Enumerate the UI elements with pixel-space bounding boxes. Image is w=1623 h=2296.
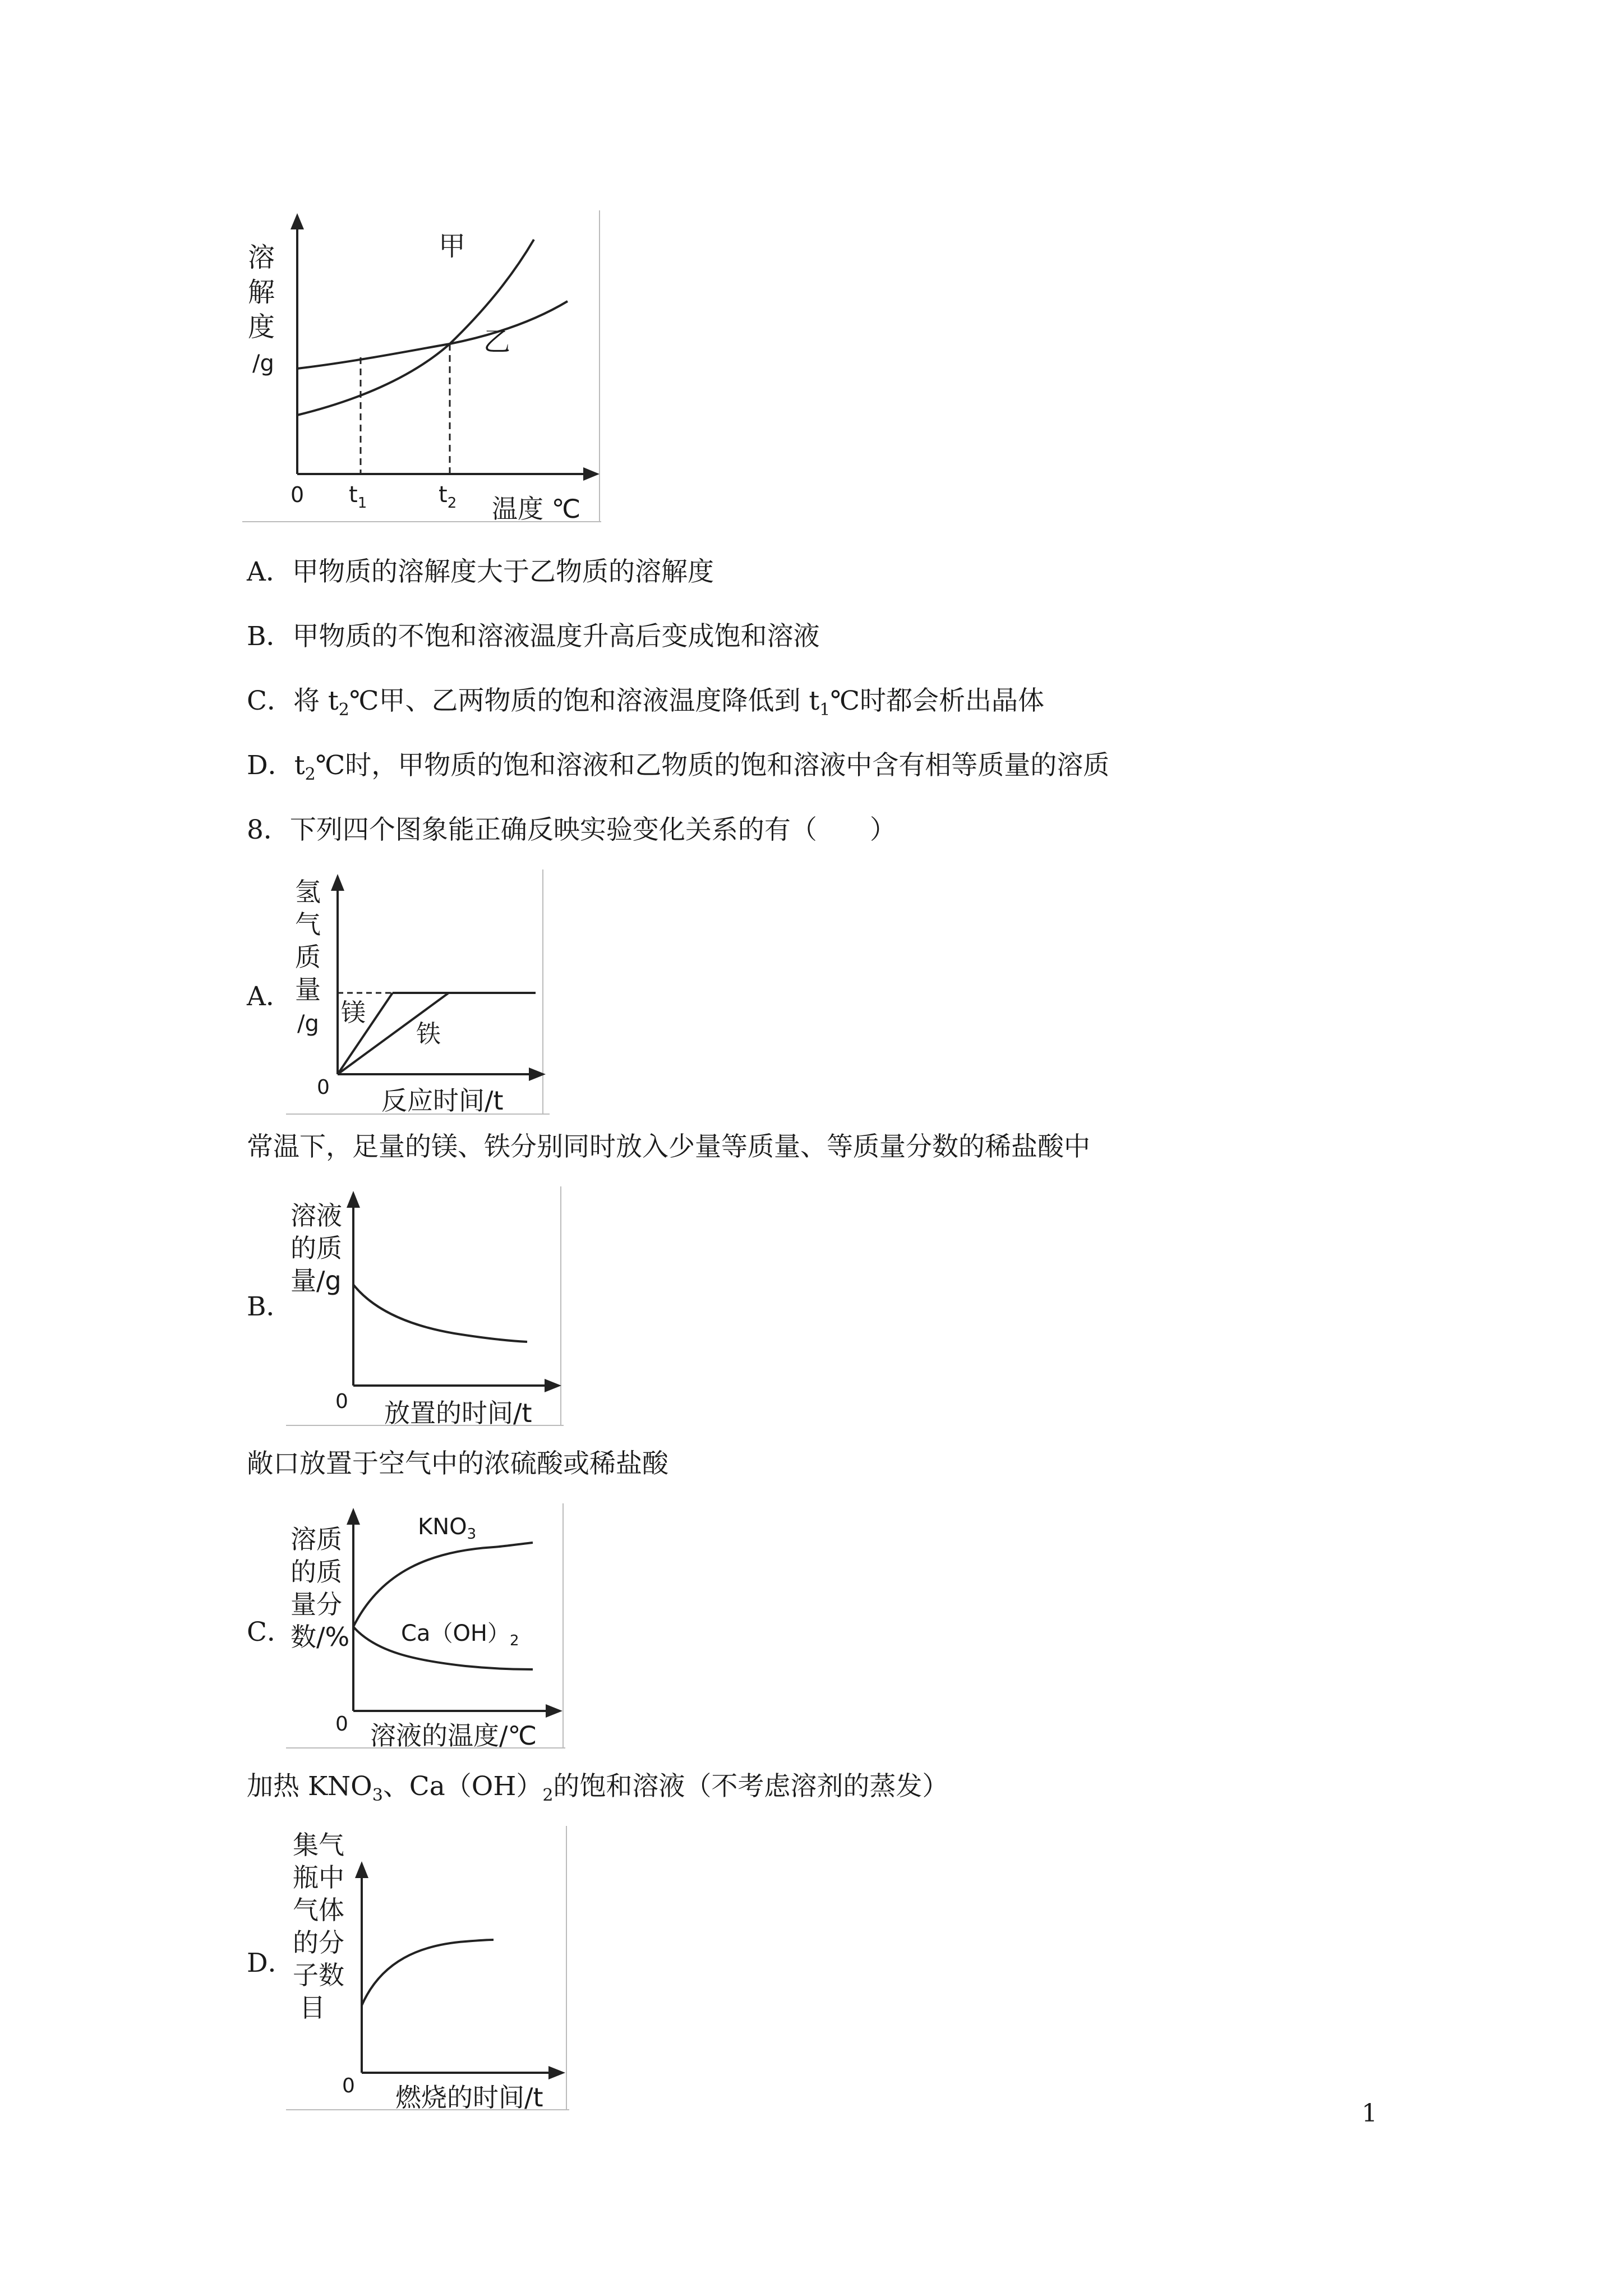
- y-axis-label-4: 的分: [293, 1927, 344, 1958]
- x-axis-label: 放置的时间/t: [384, 1398, 532, 1428]
- page-number: 1: [1362, 2099, 1377, 2128]
- tick-t1: $t_1$: [349, 482, 367, 512]
- q8-graph-a: [286, 869, 550, 1116]
- q8-graph-d: [286, 1826, 569, 2112]
- decreasing-curve: [353, 1285, 527, 1342]
- q7-option-c-label: C．: [247, 685, 293, 716]
- solute-fraction-graph: [286, 1503, 565, 1750]
- y-axis-arrow: [347, 1191, 360, 1208]
- y-axis-label-2: 解: [248, 277, 275, 308]
- y-axis-label-1: 氢: [295, 877, 321, 907]
- q7-option-b: [247, 620, 820, 654]
- y-axis-label-1: 溶: [248, 242, 275, 273]
- q8-option-b-label: B．: [247, 1291, 293, 1322]
- y-axis-label-2: 的质: [291, 1233, 342, 1263]
- y-axis-label-4: /g: [252, 351, 274, 376]
- y-axis-arrow: [347, 1508, 360, 1525]
- y-axis-label-1: 集气: [293, 1830, 344, 1860]
- origin-label: 0: [335, 1713, 348, 1736]
- y-axis-arrow: [355, 1861, 368, 1878]
- y-axis-label-3: 气体: [293, 1895, 344, 1925]
- x-axis-label: 溶液的温度/℃: [370, 1720, 537, 1750]
- origin-label: 0: [342, 2074, 355, 2097]
- q7-option-a-text: 甲物质的溶解度大于乙物质的溶解度: [292, 556, 714, 587]
- curve-label-jia: 甲: [439, 231, 466, 262]
- x-axis-arrow: [583, 467, 600, 481]
- y-axis-label-2: 的质: [291, 1557, 342, 1587]
- hydrogen-mass-graph: [286, 869, 550, 1116]
- q8-option-c-caption: 加热 $KNO_3$、$Ca(OH)_2$的饱和溶液（不考虑溶剂的蒸发）: [247, 1771, 949, 1805]
- q7-option-b-label: B．: [247, 621, 293, 652]
- origin-label: 0: [335, 1390, 348, 1413]
- y-axis-label-4: 量: [295, 974, 321, 1005]
- series-label-kno3: $KNO_3$: [418, 1514, 477, 1543]
- y-axis-label-2: 瓶中: [293, 1862, 344, 1893]
- series-label-magnesium: 镁: [341, 999, 366, 1027]
- q7-option-c: C．将 $t_2℃$甲、乙两物质的饱和溶液温度降低到 $t_1℃$时都会析出晶体: [247, 685, 1044, 720]
- y-axis-arrow: [331, 874, 344, 891]
- series-label-iron: 铁: [416, 1020, 441, 1048]
- solubility-figure: [242, 210, 601, 524]
- solution-mass-graph: [286, 1186, 564, 1428]
- y-axis-label-3: 质: [295, 942, 321, 972]
- q8-option-d-label: D．: [247, 1948, 294, 1978]
- y-axis-label-5: 子数: [293, 1960, 344, 1990]
- y-axis-arrow: [291, 213, 304, 229]
- y-axis-label-3: 度: [248, 311, 275, 343]
- q7-option-d-label: D．: [247, 750, 294, 781]
- origin-label: 0: [291, 482, 305, 507]
- y-axis-label-6: 目: [299, 1993, 325, 2023]
- q8-option-c-label: C．: [247, 1617, 293, 1648]
- x-axis-label: 反应时间/t: [381, 1085, 504, 1116]
- q8-option-b-caption: 敞口放置于空气中的浓硫酸或稀盐酸: [247, 1448, 668, 1479]
- q8-graph-b: [286, 1186, 564, 1428]
- q7-option-a: [247, 555, 714, 589]
- x-axis-arrow: [545, 1379, 561, 1392]
- y-axis-label-1: 溶质: [291, 1524, 342, 1554]
- curve-label-yi: 乙: [483, 326, 511, 357]
- x-axis-arrow: [548, 2066, 565, 2079]
- q7-option-a-label: A．: [247, 556, 292, 587]
- tick-t2: $t_2$: [439, 482, 457, 512]
- x-axis-label: 温度 ℃: [492, 494, 581, 524]
- y-axis-label-3: 量/g: [291, 1266, 342, 1296]
- origin-label: 0: [317, 1076, 330, 1099]
- x-axis-label: 燃烧的时间/t: [395, 2082, 543, 2112]
- gas-molecules-graph: [286, 1826, 569, 2112]
- increasing-curve: [362, 1940, 494, 2005]
- q7-option-d: D．$t_2℃$时，甲物质的饱和溶液和乙物质的饱和溶液中含有相等质量的溶质: [247, 750, 1110, 784]
- q8-stem: 8．下列四个图象能正确反映实验变化关系的有（ ）: [247, 815, 896, 845]
- y-axis-label-2: 气: [295, 909, 321, 940]
- y-axis-label-3: 量分: [291, 1589, 342, 1619]
- y-axis-label-4: 数/%: [291, 1622, 350, 1652]
- solubility-graph: [242, 210, 601, 524]
- y-axis-label-5: /g: [297, 1011, 319, 1037]
- kno3-curve: [353, 1543, 533, 1627]
- series-label-caoh2: $Ca(OH)_2$: [401, 1621, 519, 1649]
- q7-option-b-text: 甲物质的不饱和溶液温度升高后变成饱和溶液: [292, 621, 820, 652]
- y-axis-label-1: 溶液: [291, 1200, 342, 1231]
- q8-graph-c: [286, 1503, 565, 1750]
- x-axis-arrow: [546, 1704, 562, 1718]
- q8-option-a-label: A．: [247, 981, 292, 1012]
- q8-option-a-caption: 常温下，足量的镁、铁分别同时放入少量等质量、等质量分数的稀盐酸中: [247, 1131, 1090, 1162]
